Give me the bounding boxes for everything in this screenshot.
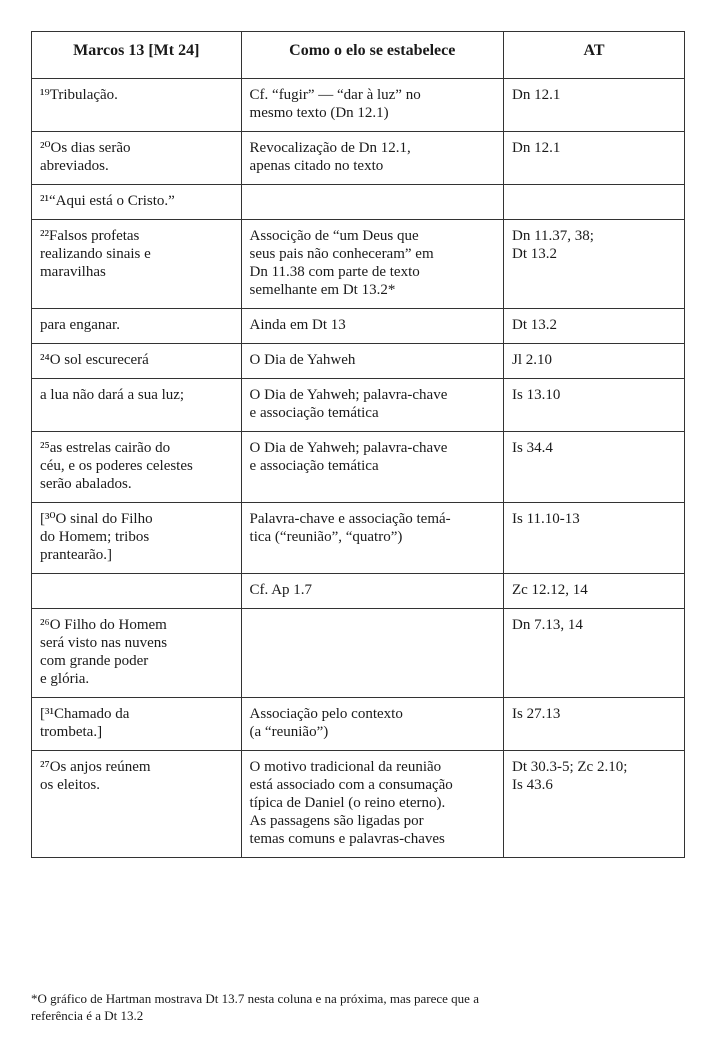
- cell-marcos: ²⁷Os anjos reúnem os eleitos.: [32, 751, 242, 858]
- header-at: AT: [503, 32, 684, 79]
- cell-marcos: ¹⁹Tribulação.: [32, 79, 242, 132]
- cell-marcos: ²²Falsos profetas realizando sinais e maravilhas: [32, 220, 242, 309]
- table-row: [32, 609, 685, 698]
- header-elo: Como o elo se estabelece: [241, 32, 503, 79]
- cell-elo: Ainda em Dt 13: [241, 309, 503, 344]
- cell-marcos: [³¹Chamado da trombeta.]: [32, 698, 242, 751]
- table-body: [32, 79, 685, 858]
- table-row: [32, 309, 685, 344]
- cell-marcos: [32, 574, 242, 609]
- table-row: [32, 220, 685, 309]
- cell-at: Is 27.13: [503, 698, 684, 751]
- cell-at: Dt 30.3-5; Zc 2.10; Is 43.6: [503, 751, 684, 858]
- cell-at: Zc 12.12, 14: [503, 574, 684, 609]
- cell-marcos: ²⁶O Filho do Homem será visto nas nuvens com grande poder e glória.: [32, 609, 242, 698]
- cell-marcos: para enganar.: [32, 309, 242, 344]
- table-row: [32, 751, 685, 858]
- cell-at: Is 13.10: [503, 379, 684, 432]
- table-row: [32, 432, 685, 503]
- header-row: [32, 32, 685, 79]
- table-row: [32, 574, 685, 609]
- cell-elo: Cf. “fugir” — “dar à luz” no mesmo texto (Dn 12.1): [241, 79, 503, 132]
- cell-elo: Cf. Ap 1.7: [241, 574, 503, 609]
- table-row: [32, 698, 685, 751]
- cell-elo: [241, 609, 503, 698]
- footnote-line: referência é a Dt 13.2: [31, 1008, 144, 1023]
- cell-at: Dn 12.1: [503, 79, 684, 132]
- header-marcos: Marcos 13 [Mt 24]: [32, 32, 242, 79]
- cell-at: Dt 13.2: [503, 309, 684, 344]
- cell-elo: O Dia de Yahweh: [241, 344, 503, 379]
- cell-marcos: ²¹“Aqui está o Cristo.”: [32, 185, 242, 220]
- cell-at: [503, 185, 684, 220]
- table-row: [32, 132, 685, 185]
- comparison-table: [31, 31, 685, 858]
- cell-elo: O motivo tradicional da reunião está associado com a consumação típica de Daniel (o reino eterno). As passagens são ligadas por temas comuns e palavras-chaves: [241, 751, 503, 858]
- cell-at: Jl 2.10: [503, 344, 684, 379]
- cell-elo: Revocalização de Dn 12.1, apenas citado no texto: [241, 132, 503, 185]
- cell-marcos: [³⁰O sinal do Filho do Homem; tribos prantearão.]: [32, 503, 242, 574]
- table-row: [32, 344, 685, 379]
- cell-marcos: ²⁰Os dias serão abreviados.: [32, 132, 242, 185]
- cell-marcos: a lua não dará a sua luz;: [32, 379, 242, 432]
- cell-at: Dn 12.1: [503, 132, 684, 185]
- table-row: [32, 185, 685, 220]
- footnote-line: *O gráfico de Hartman mostrava Dt 13.7 nesta coluna e na próxima, mas parece que a: [31, 991, 479, 1006]
- cell-marcos: ²⁵as estrelas cairão do céu, e os poderes celestes serão abalados.: [32, 432, 242, 503]
- cell-elo: [241, 185, 503, 220]
- footnote: [31, 990, 685, 1024]
- cell-at: Dn 11.37, 38; Dt 13.2: [503, 220, 684, 309]
- cell-at: Is 34.4: [503, 432, 684, 503]
- table-row: [32, 79, 685, 132]
- cell-elo: Associação pelo contexto (a “reunião”): [241, 698, 503, 751]
- table-row: [32, 503, 685, 574]
- cell-elo: O Dia de Yahweh; palavra-chave e associação temática: [241, 379, 503, 432]
- cell-elo: Associção de “um Deus que seus pais não conheceram” em Dn 11.38 com parte de texto semelhante em Dt 13.2*: [241, 220, 503, 309]
- cell-at: Dn 7.13, 14: [503, 609, 684, 698]
- cell-elo: O Dia de Yahweh; palavra-chave e associação temática: [241, 432, 503, 503]
- cell-at: Is 11.10-13: [503, 503, 684, 574]
- cell-marcos: ²⁴O sol escurecerá: [32, 344, 242, 379]
- table-row: [32, 379, 685, 432]
- cell-elo: Palavra-chave e associação temá- tica (“reunião”, “quatro”): [241, 503, 503, 574]
